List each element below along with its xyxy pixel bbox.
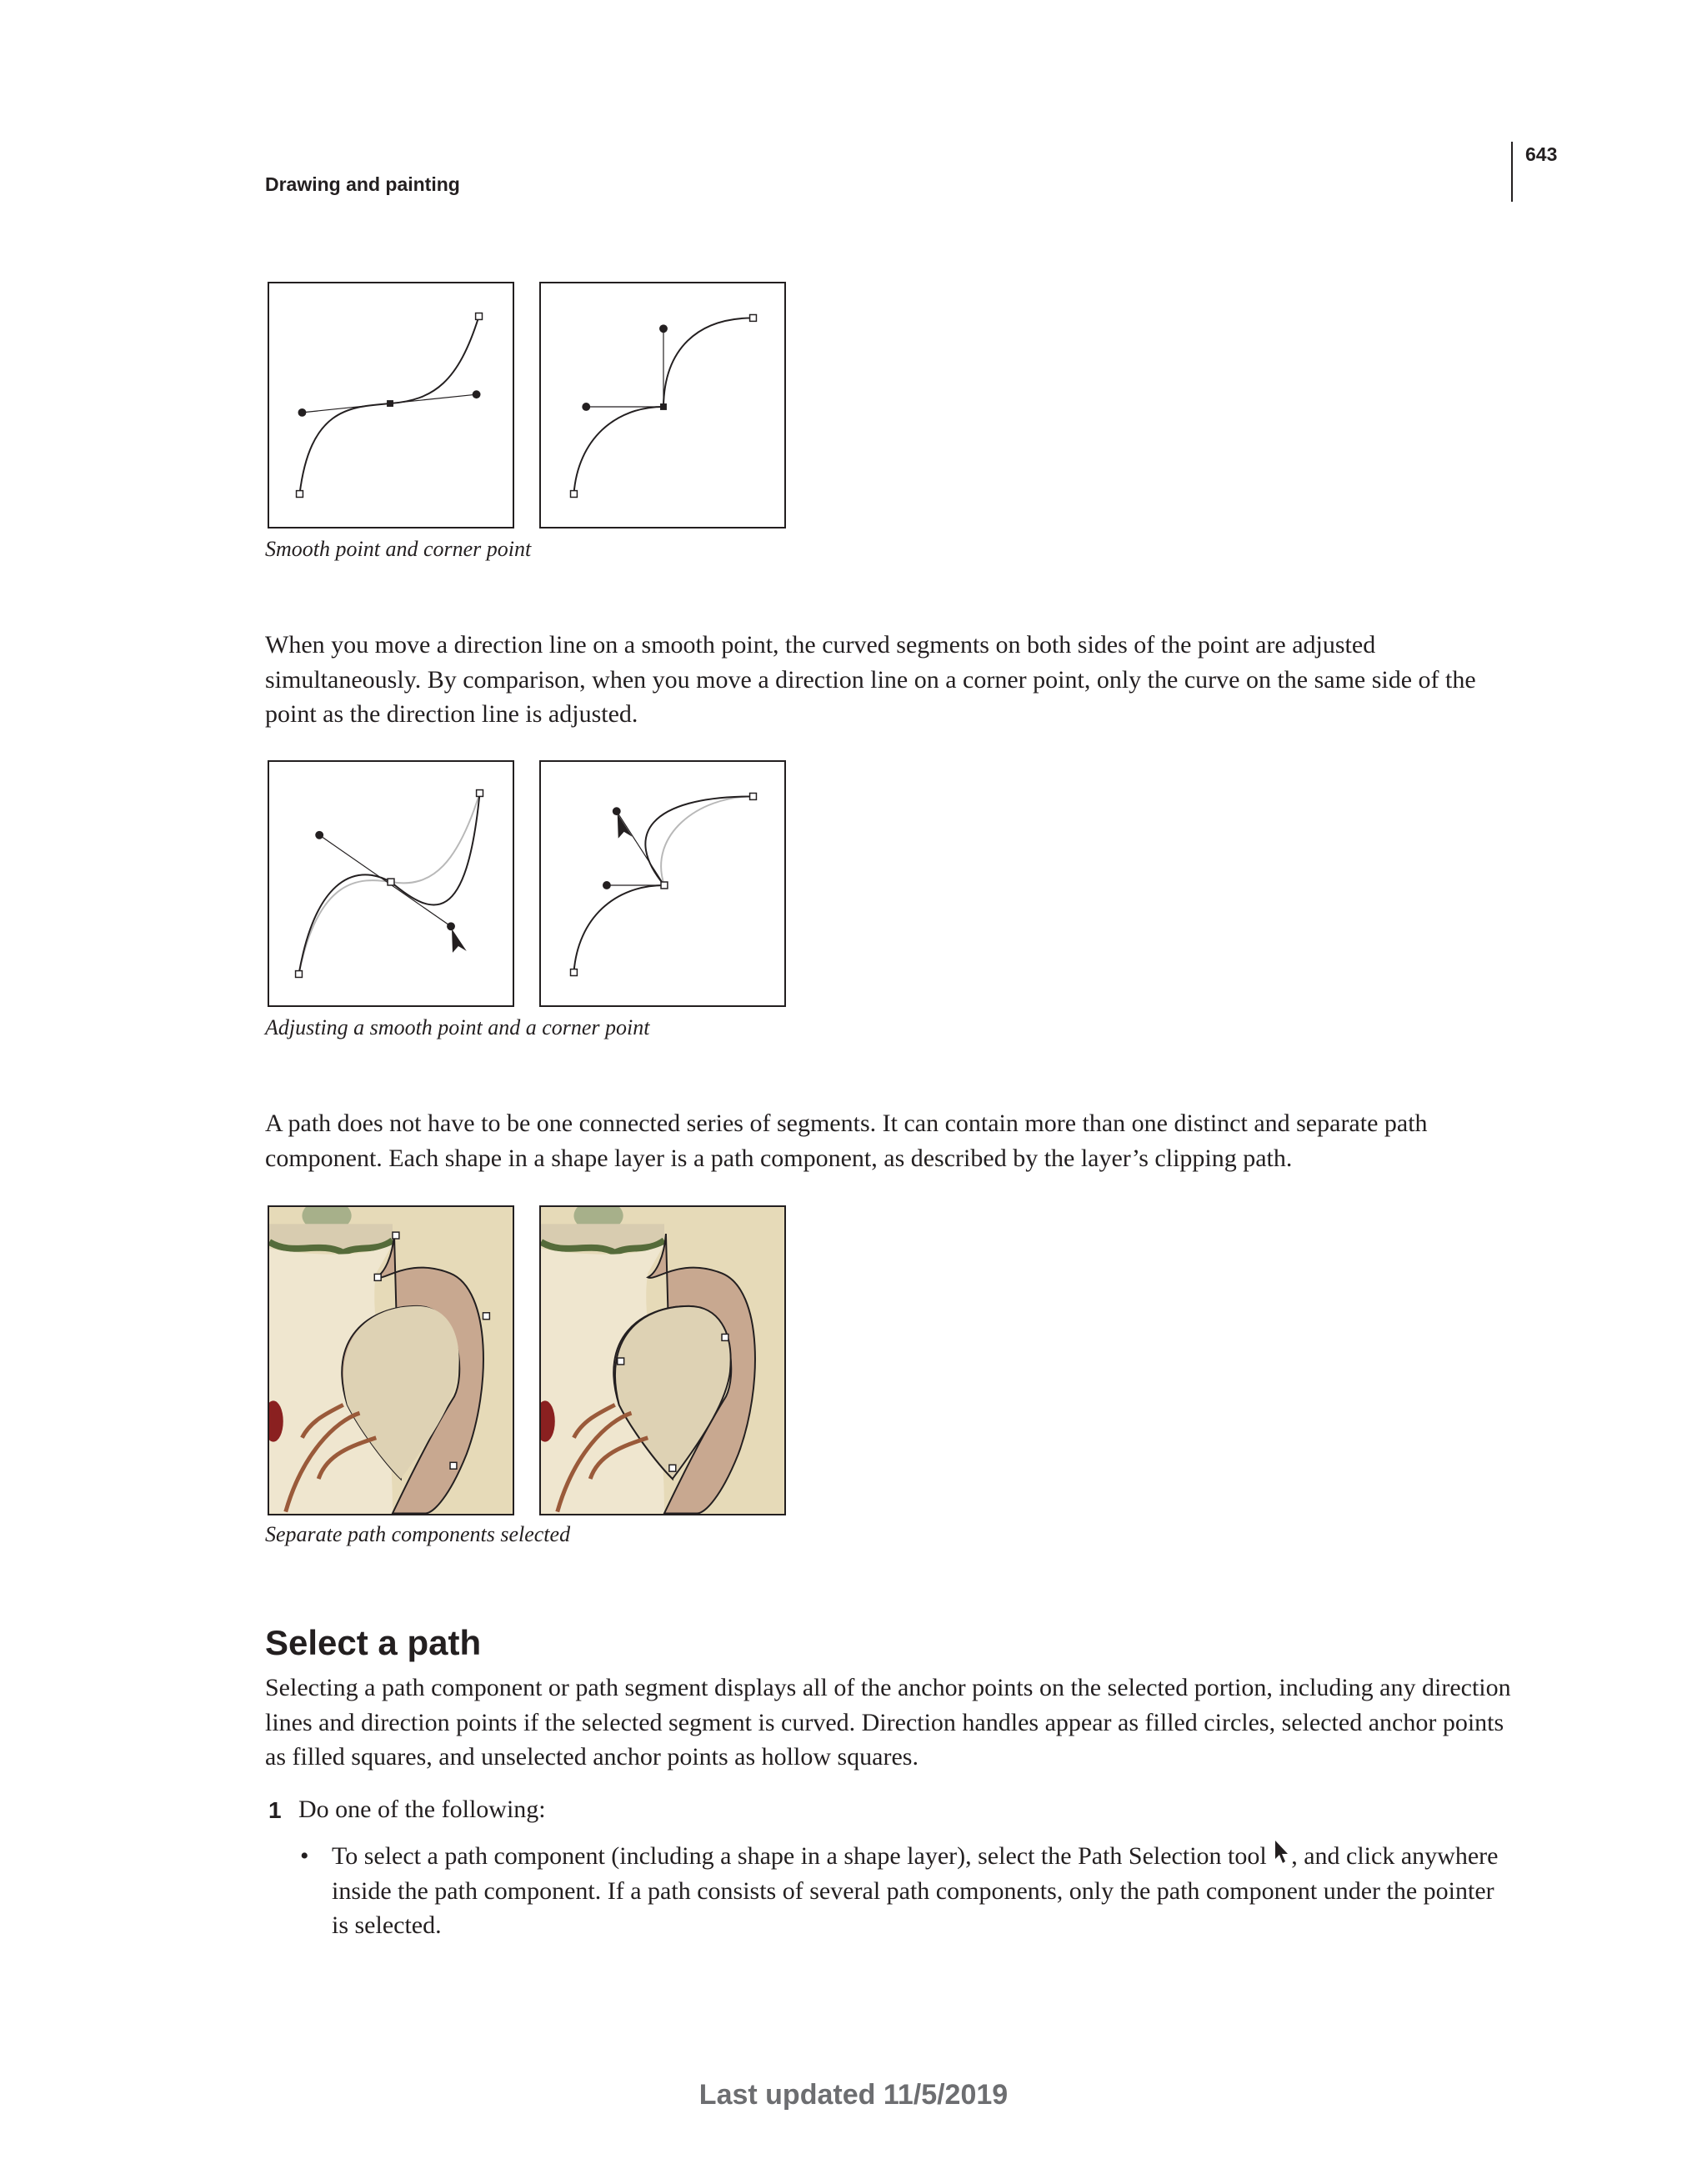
bullet-marker: •	[300, 1842, 309, 1870]
figure-corner-point	[539, 282, 786, 528]
step-number: 1	[268, 1797, 282, 1823]
step-text: Do one of the following:	[298, 1796, 546, 1823]
figure-adjust-corner-point	[539, 760, 786, 1007]
figure-adjust-smooth-point	[268, 760, 514, 1007]
bullet-text-before: To select a path component (including a shape in a shape layer), select the Path Selection tool	[332, 1842, 1274, 1870]
figure-caption: Separate path components selected	[265, 1522, 571, 1546]
header-divider	[1511, 142, 1513, 202]
section-heading: Select a path	[265, 1623, 482, 1662]
figure-pitcher-handle-left	[268, 1205, 514, 1515]
body-paragraph: When you move a direction line on a smooth point, the curved segments on both sides of the point are adjusted simultaneously. By comparison, when you move a direction line on a corner point, only the curve on the same side of the point as the direction line is adjusted.	[265, 631, 1476, 728]
section-intro: Selecting a path component or path segment displays all of the anchor points on the selected portion, including any direction lines and direction points if the selected segment is curved. Direction handles appear as filled circles, selected anchor points as filled squares, and unselected anchor points as hollow squares.	[265, 1674, 1511, 1771]
body-paragraph: A path does not have to be one connected series of segments. It can contain more than one distinct and separate path component. Each shape in a shape layer is a path component, as described by the layer’s clipping path.	[265, 1110, 1428, 1172]
arrow-pointer-icon	[1273, 1839, 1291, 1866]
bullet-text-after: , and click anywhere inside the path component. If a path consists of several path components, only the path component under the pointer is selected.	[332, 1842, 1499, 1939]
figure-caption: Adjusting a smooth point and a corner point	[265, 1015, 650, 1039]
figure-pitcher-handle-right	[539, 1205, 786, 1515]
page-number: 643	[1525, 143, 1558, 165]
bullet-item	[332, 1839, 1515, 1943]
section-header-title: Drawing and painting	[265, 173, 460, 195]
figure-smooth-point	[268, 282, 514, 528]
last-updated: Last updated 11/5/2019	[698, 2079, 1009, 2111]
figure-caption: Smooth point and corner point	[265, 537, 532, 561]
